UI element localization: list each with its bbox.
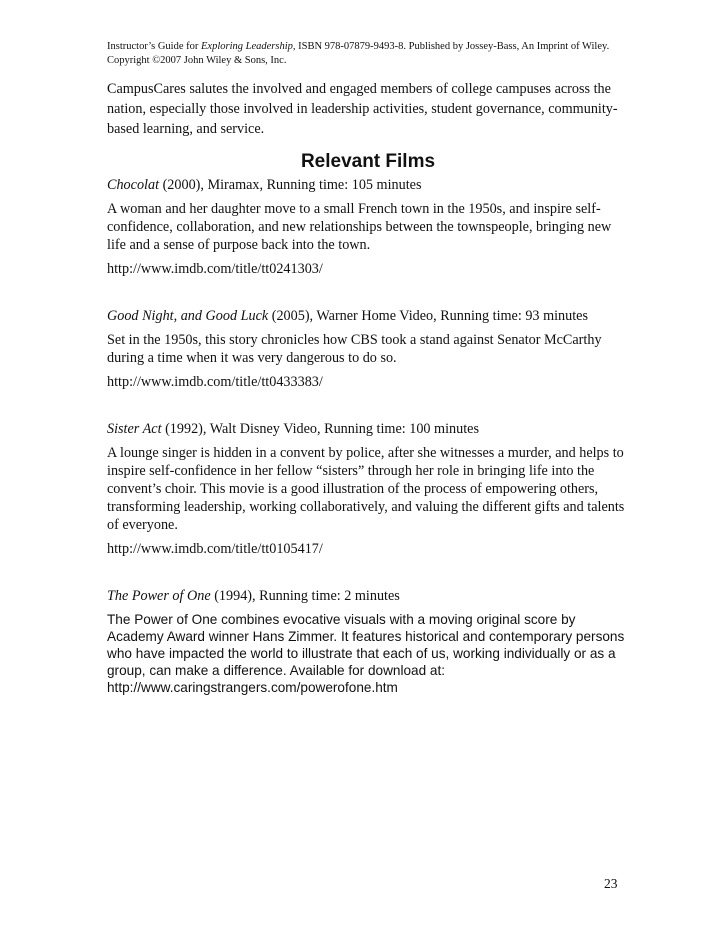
copyright-note — [107, 40, 629, 68]
film-heading — [107, 176, 629, 195]
copyright-prefix: Instructor’s Guide for — [107, 41, 201, 52]
film-heading — [107, 307, 629, 326]
film-entry-the-power-of-one — [107, 587, 629, 696]
film-entry-sister-act — [107, 420, 629, 559]
film-link[interactable]: http://www.imdb.com/title/tt0433383/ — [107, 374, 323, 390]
film-details: (1992), Walt Disney Video, Running time: 100 minutes — [161, 421, 479, 437]
film-description: A lounge singer is hidden in a convent by police, after she witnesses a murder, and helps to inspire self-confidence in her fellow “sisters” through her role in bringing life into the convent’s choir. This movie is a good illustration of the process of empowering others, transforming leadership, working collaboratively, and valuing the different gifts and talents of everyone. — [107, 445, 625, 533]
film-description: The Power of One combines evocative visuals with a moving original score by Academy Award winner Hans Zimmer. It features historical and contemporary persons who have impacted the world to illustrate that each of us, working individually or as a group, can make a difference. Available for download at: — [107, 612, 625, 678]
film-link[interactable]: http://www.imdb.com/title/tt0241303/ — [107, 261, 323, 277]
book-title: Exploring Leadership — [201, 41, 293, 52]
film-description: A woman and her daughter move to a small French town in the 1950s, and inspire self-confidence, collaboration, and new relationships between the townspeople, bringing new life and a sense of purpose back into the town. — [107, 201, 612, 253]
film-entry-chocolat — [107, 176, 629, 279]
film-details: (2005), Warner Home Video, Running time: 93 minutes — [268, 308, 588, 324]
film-heading — [107, 587, 629, 606]
film-link[interactable]: http://www.imdb.com/title/tt0105417/ — [107, 541, 323, 557]
intro-paragraph: CampusCares salutes the involved and engaged members of college campuses across the nation, especially those involved in leadership activities, student governance, community-based learning, and service. — [107, 81, 618, 137]
film-heading — [107, 420, 629, 439]
section-title: Relevant Films — [300, 151, 436, 172]
film-details: (1994), Running time: 2 minutes — [210, 588, 400, 604]
copyright-suffix: , ISBN 978-07879-9493-8. Published by Jossey-Bass, An Imprint of Wiley. Copyright ©2007 John Wiley & Sons, Inc. — [107, 41, 610, 66]
film-title: Chocolat — [107, 177, 160, 193]
page-number: 23 — [604, 876, 618, 891]
film-title: Good Night, and Good Luck — [107, 308, 269, 324]
film-title: The Power of One — [107, 588, 211, 604]
film-link[interactable]: http://www.caringstrangers.com/powerofone.htm — [107, 680, 398, 695]
film-description: Set in the 1950s, this story chronicles how CBS took a stand against Senator McCarthy during a time when it was very dangerous to do so. — [107, 332, 602, 366]
film-details: (2000), Miramax, Running time: 105 minutes — [159, 177, 422, 193]
film-entry-good-night-and-good-luck — [107, 307, 629, 392]
film-title: Sister Act — [107, 421, 162, 437]
document-page — [107, 40, 629, 724]
